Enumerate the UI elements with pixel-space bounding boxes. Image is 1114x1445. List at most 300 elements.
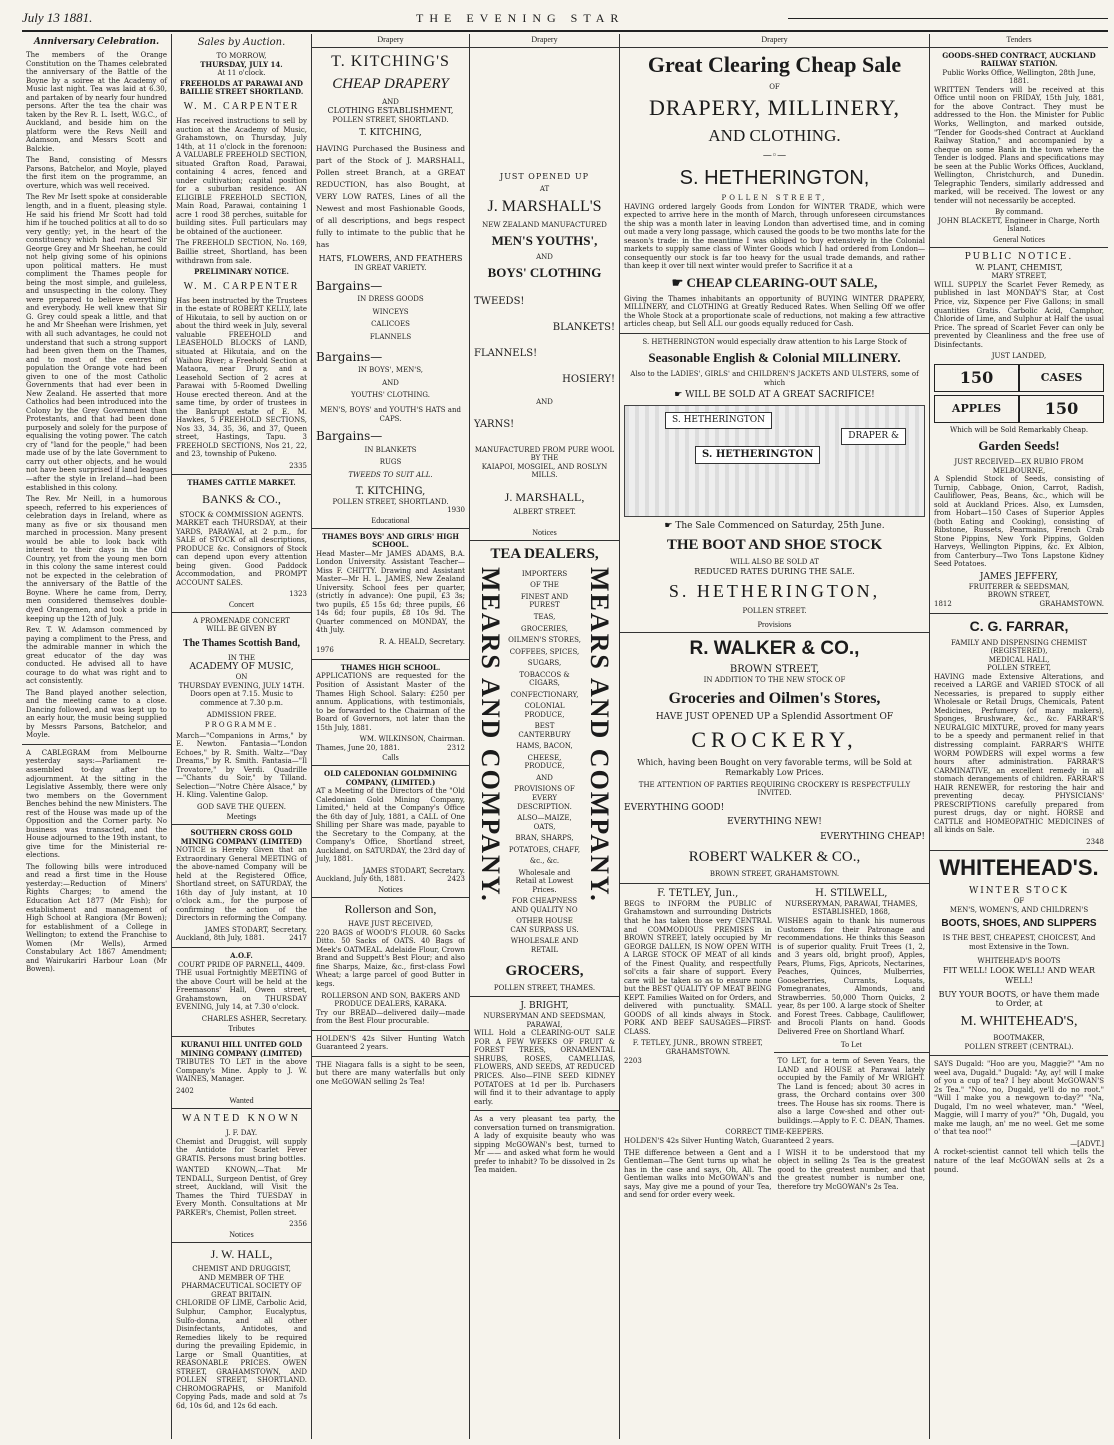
farrar-body: HAVING made Extensive Alterations, and received a LARGE and VARIED STOCK of all Necessaries, is prepared to supply either Wholesale or Retail Drugs, Chemicals, Patent Medicines, Perfumery (of many makers), Sponges, Brushware, &c., &c. FARRAR'S NEURALGIC MIXTURE, proved for many years to be a speedy and permanent relief in that distressing complaint. FARRAR'S WHITE WORM POWDERS will expel worms a few hours after administration. FARRAR'S CARMINATIVE, an excellent remedy in all stomach derangements of children. FARRAR'S HAIR RENEWER, for restoring the hair and preventing decay. PHYSICIANS' PRESCRIPTIONS carefully prepared from purest drugs, day or night. HORSE and CATTLE and HOMEOPATHIC MEDICINES of all kinds on Sale. <box>934 672 1104 835</box>
section-general-notices: General Notices <box>930 234 1108 248</box>
calls-signature: JAMES STODART, Secretary. <box>362 866 465 875</box>
kitching-variety: IN GREAT VARIETY. <box>354 264 427 273</box>
tea-item: WHOLESALE AND RETAIL <box>510 937 579 954</box>
aof-heading: A.O.F. <box>230 951 253 960</box>
masthead-rule <box>788 18 1108 19</box>
store-sign: S. HETHERINGTON <box>665 412 772 429</box>
tetley-stilwell <box>624 888 925 1129</box>
divider <box>22 744 171 745</box>
section-wanted: Wanted <box>172 1095 311 1109</box>
auction-body: Has received instructions to sell by auction at the Academy of Music, Grahamstown, on Thursday, July 14th, at 11 o'clock in the forenoon: A VALUABLE FREEHOLD SECTION, situated Grafton Road, Parawai, containing 4 acres, fenced and under cultivation; capital position for a suburban residence. AN ELIGIBLE FREEHOLD SECTION, Main Road, Parawai, containing 1 acre 1 rood 38 perches, suitable for building sites. Full particulars may be obtained of the auctioneer. <box>176 117 307 236</box>
grocers-address: POLLEN STREET, THAMES. <box>493 983 596 992</box>
sale-headline: Great Clearing Cheap Sale <box>647 51 902 77</box>
calls-date: Auckland, July 6th, 1881. <box>316 875 406 884</box>
rollerson-bread: Try our BREAD—delivered daily—made from the Best Flour procurable. <box>316 1008 465 1026</box>
cheap-clearing <box>624 275 925 291</box>
storefront-illustration <box>624 405 925 517</box>
jeffery-name: JAMES JEFFERY, <box>979 571 1059 582</box>
bargain-item: RUGS <box>379 458 402 467</box>
sale-clothing: AND CLOTHING. <box>708 125 841 145</box>
tea-items <box>508 567 581 958</box>
meeting-body: NOTICE is Hereby Given that an Extraordinary General MEETING of the above-named Company will be held at the Registered Office, Shortland street, on SATURDAY, the 16th day of July instant, at 10 o'clock a.m., for the purpose of confirming the action of the Directors in reforming the Company. <box>176 846 307 923</box>
aof-signature: CHARLES ASHER, Secretary. <box>201 1014 307 1023</box>
hall-sub-2: AND MEMBER OF THE PHARMACEUTICAL SOCIETY OF GREAT BRITAIN. <box>181 1273 302 1299</box>
news-para: The Rev. Mr Neill, in a humorous speech, referred to his experiences of celebration days in Ireland, where as many as five or six thousand men marched in procession. Many present would be able to look back with interest to their days in the Old Country, yet from the young men born in this colony the same interest could not be expected in the celebration of the anniversary of the Battle of the Boyne. Where he came from, Derry, men considered themselves double-dyed Orangemen, and took a pride in keeping up the 12th of July. <box>26 495 167 623</box>
ad-number: 1812 <box>934 600 952 609</box>
divider <box>470 996 619 997</box>
marshall-item: YARNS! <box>474 418 515 430</box>
tetley-body: BEGS to INFORM the PUBLIC of Grahamstown and surrounding Districts that he has taken those very CENTRAL and COMMODIOUS PREMISES in BROWN STREET, lately occupied by Mr GEORGE DALLEN, IS NOW OPEN WITH A LARGE STOCK OF MEAT of all kinds of the Finest Quality, and respectfully sol'cits a fair share of support. Every care will be taken so as to ensure none but the BEST QUALITY OF MEAT BEING KEPT. Families Waited on for Orders, and delivered with punctuality. SMALL GOODS of all kinds always in Stock. PORK AND BEEF SAUSAGES—FIRST-CLASS. <box>624 899 772 1036</box>
tender-command: By command. <box>994 208 1044 217</box>
meeting-date-text: Auckland, 8th July, 1881. <box>176 934 265 943</box>
news-para: The following bills were introduced and read a first time in the House yesterday:—Reduction of Miners' Rights Charges; to amend the Education Act 1877 (Mr Fish); for establishment and management of High School at Rangiora (Mr Bowen); for establishment of a College in Wellington; to extend the Franchise to Women (Mr Wells), Armed Constabulary Act 1867 Amendment; and Wairukariri Harbour Loan (Mr Bowen). <box>26 862 167 974</box>
section-meetings: Meetings <box>172 811 311 825</box>
auction-note: The FREEHOLD SECTION, No. 169, Baillie street, Shortland, has been withdrawn from sale. <box>176 239 307 265</box>
tea-item: OF THE <box>530 581 559 590</box>
divider <box>172 474 311 475</box>
prelim-body: Has been instructed by the Trustees in the estate of ROBERT KELLY, late of Hikutaia, to sell by auction on or about the third week in July, several valuable FREEHOLD and LEASEHOLD BLOCKS of LAND, situated at Hikutaia, and on the Waihou River; a Freehold Section at Mataora, near Drury, and a Leasehold Section of 2 acres at Parawai with 5-Roomed Dwelling House erected thereon. And at the same time, by order of trustees in the Bankrupt estate of E. M. Hawkes, 5 FREEHOLD SECTIONS, Nos 33, 34, 35, 36, and 37, Queen street, Hastings, Tapu. 3 FREEHOLD SECTIONS, Nos 21, 22, and 23, township of Pukeno. <box>176 296 307 459</box>
cattle-heading: THAMES CATTLE MARKET. <box>187 478 296 488</box>
section-provisions: Provisions <box>620 619 929 633</box>
apples-box-row-2 <box>934 395 1104 423</box>
also-ladies: Also to the LADIES', GIRLS' and CHILDREN'S JACKETS AND ULSTERS, some of which <box>630 370 919 387</box>
farrar-sub: FAMILY AND DISPENSING CHEMIST (REGISTERED), <box>951 638 1087 656</box>
seeds-received: JUST RECEIVED—EX RUBIO FROM MELBOURNE, <box>954 458 1084 475</box>
aof-court: COURT PRIDE OF PARNELL, 4409. <box>178 960 305 969</box>
banks-body: MARKET each THURSDAY, at their YARDS, PARAWAI, at 2 p.m., for SALE of STOCK of all descriptions, PRODUCE &c. Consignors of Stock can depend upon every attention being given. Good Paddock Accommodation, and PROMPT ACCOUNT SALES. <box>176 519 307 587</box>
section-educational: Educational <box>312 515 469 529</box>
kitching-address: POLLEN STREET, SHORTLAND. <box>332 115 449 124</box>
edu-body: Head Master—Mr JAMES ADAMS, B.A. London University. Assistant Teacher—Miss F. CHITTY. Drawing and Assistant Master—Mr H. L. JAMES, New Zealand University. School fees per quarter, (strictly in advance): One pupil, £3 3s; two pupils, £5 15s 6d; three pupils, £6 14s 6d; four pupils, £8 10s 9d. The Quarter commenced on MONDAY, the 4th July. <box>316 549 465 635</box>
bargains-1-items <box>316 293 465 343</box>
plant-address: MARY STREET, <box>991 272 1047 281</box>
hand-pointer-icon: ☛ <box>671 274 687 290</box>
marshall-item: AND <box>536 398 553 407</box>
meeting-date <box>176 934 307 943</box>
masthead <box>22 8 1108 32</box>
whitehead-boots: WHITEHEAD'S BOOTS <box>977 957 1061 966</box>
kitching-name: T. KITCHING, <box>359 128 422 139</box>
news-para: The Rev Mr Isett spoke at considerable length, and in a fluent, pleasing style. He said his friend Mr Scott had told him if he touched politics at all to do so very gently; yet, in the heart of the constituency which had returned Sir George Grey and Mr Sheehan, he could not help giving some of his opinions upon political matters. He must compliment the Thames people for being the most simple, and guileless, and unsuspecting in the colony. They were prepared to believe everything and everybody. He well knew that Sir G. Grey could speak a little, and that he and Mr Sheehan were Irishmen, yet with all such advantages, he could not understand that such a strong support had been given them on the Thames, and to most of the centres of population the Orange vote had been given to one of the most Catholic Governments that had ever been in New Zealand. He asserted that more Catholics had been introduced into the Colony by the Grey Government than Protestants, and that had been done purposely and solely for the purpose of equalising the voting power. The catch cry of "land for the people," had been made use of by the late Government to carry out other objects, and he would not have been surprised if land leagues—after the style in Ireland—had been established in this colony. <box>26 193 167 492</box>
marshall-and: AND <box>536 252 553 261</box>
rollerson-body: 220 BAGS of WOOD'S FLOUR. 60 Sacks Ditto. 50 Sacks of OATS. 40 Bags of Meek's OATMEAL. Adelaide Flour, Crown Brand and Suppett's Best Flour; and also fine Sharps, Maize, &c., first-class Fowl Wheat; a large parcel of good Butter in kegs. <box>316 928 465 988</box>
holden-ad: HOLDEN'S 42s Silver Hunting Watch, Guaranteed 2 years. <box>624 1136 835 1145</box>
tea-item: HAMS, BACON, <box>516 742 573 751</box>
edu-signature: R. A. HEALD, Secretary. <box>379 637 465 646</box>
hall-sub: CHEMIST AND DRUGGIST, <box>192 1265 291 1274</box>
marshall-address: ALBERT STREET. <box>513 508 576 517</box>
winter-of: OF <box>1013 897 1025 906</box>
tea-item: Wholesale and Retail at Lowest Prices. <box>515 868 574 894</box>
sale-commenced <box>624 521 925 532</box>
walker-address: BROWN STREET, <box>729 664 820 676</box>
ad-number: 2312 <box>447 743 465 752</box>
farrar-address: POLLEN STREET, <box>986 664 1052 673</box>
section-notices: Notices <box>312 884 469 898</box>
tea-item: TOBACCOS & CIGARS, <box>519 670 570 688</box>
bargain-item: TWEEDS TO SUIT ALL. <box>348 470 433 479</box>
concert-date: THURSDAY EVENING, JULY 14TH. <box>178 681 305 690</box>
apples-cheap: Which will be Sold Remarkably Cheap. <box>949 425 1089 434</box>
bargains-2-items <box>316 364 465 402</box>
concert-on: ON <box>235 673 248 682</box>
hetherington-name-2: S. HETHERINGTON, <box>668 580 881 601</box>
rollerson-name: Rollerson and Son, <box>344 901 437 916</box>
niagara-ad: THE Niagara falls is a sight to be seen, but there are many waterfalls but only one McGOWAN selling 2s Tea! <box>316 1060 465 1086</box>
auctioneer-name: W. M. CARPENTER <box>183 100 300 112</box>
hetherington-address: POLLEN STREET, <box>721 194 828 203</box>
kitching-name-2: T. KITCHING, <box>355 485 426 497</box>
stilwell-body: WISHES again to thank his numerous Customers for their Patronage and recommendations. He thinks this Season is of superior quality. Fruit Trees (1, 2, and 3 years old, bright proof), Apples, Pears, Plums, Figs, Apricots, Nectarines, Peaches, Quinces, Mulberries, Gooseberries, Currants, Loquats, Pomegranates, Almonds, and Strawberries. 50,000 Thorn Quicks, 2 year, 8s per 100. A large stock of Shelter and Forest Trees. Cabbage, Cauliflower, and Brocoli Plants on hand. Goods Delivered Free on Shortland Wharf. <box>777 917 925 1036</box>
ad-number: 2335 <box>289 461 307 470</box>
jeffery-address: BROWN STREET, <box>987 591 1051 600</box>
winter-body: MEN'S, WOMEN'S, AND CHILDREN'S <box>949 905 1089 914</box>
kitching-and: AND <box>382 97 399 106</box>
attention: S. HETHERINGTON would especially draw attention to his Large Stock of <box>642 337 907 346</box>
correct-timekeepers: CORRECT TIME-KEEPERS. <box>725 1128 824 1137</box>
marshall-mills: KAIAPOI, MOSGIEL, AND ROSLYN MILLS. <box>481 462 608 480</box>
auctioneer-name: W. M. CARPENTER <box>183 280 300 292</box>
tea-notes <box>624 1149 925 1203</box>
cheap-clearing-text: CHEAP CLEARING-OUT SALE, <box>686 274 878 290</box>
bright-body: WILL Hold a CLEARING-OUT SALE FOR A FEW WEEKS OF FRUIT & FOREST TREES, ORNAMENTAL SHRUBS, ROSES, CAMELLIAS, FLOWERS, AND SEEDS, AT REDUCED PRICES. Also—FINE SEED KIDNEY POTATOES at 1d per lb. Purchasers will find it to their advantage to apply early. <box>474 1029 615 1106</box>
column-tenders <box>930 34 1108 1439</box>
hs-body: APPLICATIONS are requested for the Position of Assistant Master of the Thames High School. Salary: £250 per annum. Applications, with testimonials, to be forwarded to the Chairman of the Board of Governors, not later than the 15th July, 1881. <box>316 672 465 732</box>
ad-number: 2417 <box>289 934 307 943</box>
marshall-boys: BOYS' CLOTHING <box>487 265 602 281</box>
tetley-ad <box>624 888 772 1129</box>
tea-item: OILMEN'S STORES, <box>508 636 581 645</box>
section-notices: Notices <box>172 1229 311 1243</box>
tea-item: AND <box>536 773 553 782</box>
rocket-note: A rocket-scientist cannot tell which tells the nature of the leaf McGOWAN sells at 2s a pound. <box>934 1148 1104 1174</box>
column-kitching <box>312 34 470 1439</box>
marshall-items <box>474 289 615 437</box>
concert-doors: Doors open at 7.15. Music to commence at 7.30 p.m. <box>190 690 293 707</box>
sale-of: OF <box>769 82 780 91</box>
stilwell-ad <box>778 888 926 1129</box>
kitching-body: HAVING Purchased the Business and part of the Stock of J. MARSHALL, Pollen street Branch, at a GREAT REDUCTION, has also Bought, at VERY LOW RATES, Lines of all the Newest and most Fashionable Goods, of all descriptions, and begs respect fully to intimate to the public that he has <box>316 144 465 250</box>
kitching-mens: MEN'S, BOYS' and YOUTH'S HATS and CAPS. <box>320 406 461 423</box>
section-drapery: Drapery <box>620 34 929 48</box>
wanted-heading: WANTED KNOWN <box>181 1112 302 1124</box>
auction-date: THURSDAY, JULY 14. <box>200 59 283 69</box>
walker-name-2: ROBERT WALKER & CO., <box>688 848 861 865</box>
newspaper-title: THE EVENING STAR <box>416 10 625 25</box>
holden-ad: HOLDEN'S 42s Silver Hunting Watch Guaranteed 2 years. <box>316 1034 465 1052</box>
tea-item: BRAN, SHARPS, <box>515 834 574 843</box>
apples-label: APPLES <box>934 395 1019 423</box>
bargain-item: YOUTHS' CLOTHING. <box>351 391 430 400</box>
walker-name: R. WALKER & CO., <box>689 638 860 659</box>
tea-item: COFFEES, SPICES, <box>509 647 580 656</box>
news-para: Rev. T. W. Adamson commenced by paying a compliment to the Press, and the admirable manner in which the great educator of the day was conducted. He advised all to have courage to do what was right and to act consistently. <box>26 626 167 686</box>
divider <box>620 883 929 884</box>
tribute-heading: KURANUI HILL UNITED GOLD MINING COMPANY (LIMITED) <box>180 1040 303 1058</box>
winter-stock: WINTER STOCK <box>968 886 1070 897</box>
news-para: The Band played another selection, and the meeting came to a close. Dancing followed, and was kept up to an early hour, the music being supplied by Messrs Parsons, Batchelor, and Moyle. <box>26 688 167 740</box>
section-to-let: To Let <box>774 1039 930 1053</box>
bright-sub: NURSERYMAN AND SEEDSMAN, PARAWAI, <box>483 1012 606 1029</box>
hall-name: J. W. HALL, <box>210 1246 273 1261</box>
bargains-3: Bargains— <box>316 429 383 444</box>
tender-heading: GOODS-SHED CONTRACT, AUCKLAND RAILWAY STATION. <box>942 50 1096 69</box>
divider <box>470 1110 619 1111</box>
stilwell-name: H. STILWELL, <box>815 887 888 899</box>
ad-number: 2356 <box>289 1220 307 1229</box>
ad-number: 1323 <box>289 590 307 599</box>
apples-cases: CASES <box>1019 364 1104 392</box>
marshall-manuf: MANUFACTURED FROM PURE WOOL BY THE <box>474 445 615 463</box>
wanted-body-2: WANTED KNOWN,—That Mr TENDALL, Surgeon Dentist, of Grey street, Auckland, will Visit the Thames the Third TUESDAY in Every Month. Consultations at Mr PARKER's, Chemist, Pollen street. <box>176 1166 307 1217</box>
auction-time: At 11 o'clock. <box>217 69 266 78</box>
marshall-mens: MEN'S YOUTHS', <box>491 233 598 249</box>
groceries: Groceries and Oilmen's Stores, <box>668 689 881 707</box>
buy-boots: BUY YOUR BOOTS, or have them made to Order, at <box>938 989 1100 1009</box>
divider <box>930 1055 1108 1056</box>
store-sign-draper: DRAPER & <box>841 428 906 445</box>
marshall-item: TWEEDS! <box>474 296 525 308</box>
stilwell-sub: NURSERYMAN, PARAWAI, THAMES, ESTABLISHED, 1868, <box>785 899 918 917</box>
marshall-signature: J. MARSHALL, <box>504 489 585 504</box>
column-hetherington <box>620 34 930 1439</box>
section-tenders: Tenders <box>930 34 1108 48</box>
kitching-clothing: CLOTHING ESTABLISHMENT, <box>327 106 454 116</box>
bargain-item: FLANNELS <box>369 333 412 342</box>
tea-item: FOR CHEAPNESS AND QUALITY NO <box>511 897 578 914</box>
whitehead-name: M. WHITEHEAD'S, <box>960 1014 1078 1030</box>
hs-date-row <box>316 744 465 753</box>
kitching-address-2: POLLEN STREET, SHORTLAND. <box>332 497 449 506</box>
tea-note: As a very pleasant tea party, the conversation turned on transmigration. A lady of exquisite beauty who was sipping McGOWAN's best, turned to Mr —— and asked what form he would prefer to inhabit? To be dissolved in 2s Tea maiden. <box>474 1115 615 1175</box>
ad-number: 2423 <box>447 875 465 884</box>
column-marshall <box>470 34 620 1439</box>
hs-signature: WM. WILKINSON, Chairman. <box>359 735 465 744</box>
edu-heading: THAMES BOYS' AND GIRLS' HIGH SCHOOL. <box>321 531 460 550</box>
ad-number: 2203 <box>624 1056 642 1065</box>
tea-item: ALSO—MAIZE, OATS, <box>517 814 572 831</box>
section-drapery: Drapery <box>470 34 619 48</box>
marshall-nz: NEW ZEALAND MANUFACTURED <box>482 220 607 229</box>
have-opened: HAVE JUST OPENED UP a Splendid Assortment OF <box>655 712 894 723</box>
boot-stock-3: REDUCED RATES DURING THE SALE. <box>694 567 855 577</box>
bargain-item: CALICOES <box>371 320 410 329</box>
bargain-item: IN DRESS GOODS <box>357 295 424 304</box>
mears-vertical-left: MEARS AND COMPANY. <box>476 566 505 903</box>
hall-body: CHLORIDE OF LIME, Carbolic Acid, Sulphur, Camphor, Eucalyptus, Sulfo-donna, and all other Disinfectants, Antidotes, and Remedies likely to be required during the prevailing Epidemic, in Large or Small Quantities, at REASONABLE PRICES. OWEN STREET, GRAHAMSTOWN, AND POLLEN STREET, SHORTLAND. CHROMOGRAPHS, or Manifold Copying Pads, made and sold at 7s 6d, 10s 6d, and 12s 6d each. <box>176 1299 307 1410</box>
everything-lines <box>624 801 925 844</box>
just-landed: JUST LANDED, <box>991 352 1047 361</box>
farrar-hall: MEDICAL HALL, <box>988 655 1050 664</box>
marshall-just: JUST OPENED UP <box>499 171 589 181</box>
tea-item: &c., &c. <box>529 857 560 866</box>
spacer <box>474 52 615 172</box>
ad-number: 2402 <box>176 1086 194 1095</box>
auction-tomorrow: TO MORROW, <box>216 52 267 61</box>
wanted-name: J. F. DAY. <box>225 1129 258 1138</box>
tea-item: TEAS, <box>533 612 556 621</box>
divider <box>620 333 929 334</box>
concert-in: IN THE <box>228 653 255 662</box>
gent-note: THE difference between a Gent and a Gentleman—The Gent turns up what he has in the case and says, Oh, All. The Gentleman walks into McGOWAN's and says, May give me a pound of your Tea, and send for order every week. <box>624 1148 772 1200</box>
aof-body: THE usual Fortnightly MEETING of the above Court will be held at the Freemasons' Hall, Owen street, Grahamstown, on THURSDAY EVENING, July 14, at 7.30 o'clock. <box>176 969 307 1012</box>
apples-count: 150 <box>934 364 1019 392</box>
kitching-title: T. KITCHING'S <box>331 52 450 70</box>
programme-heading: PROGRAMME. <box>204 721 279 730</box>
sale-drapery: DRAPERY, MILLINERY, <box>648 95 901 121</box>
crockery-bought: Which, having been Bought on very favorable terms, will be Sold at Remarkably Low Prices. <box>637 758 912 777</box>
sale-commenced-text: The Sale Commenced on Saturday, 25th June. <box>675 521 885 532</box>
tea-item: POTATOES, CHAFF, <box>508 845 581 854</box>
bootmaker: BOOTMAKER, <box>993 1034 1045 1043</box>
bright-name: J. BRIGHT, <box>520 1001 569 1012</box>
hs-heading: THAMES HIGH SCHOOL. <box>340 662 441 672</box>
bargains-1: Bargains— <box>316 278 383 293</box>
dugald-story: SAYS Dugald: "Hoo are you, Maggie?" "Am no weel ava, Dugald." Dugald: "Ay, ay! will I make of you a cup of tea? I hey about McGOWAN'S 2s Tea." "Noo, no, Dugald, ye'll do no root." "Will I make you a newgown to-day?" "Na, Dugald, I'm no weel whatever, man." "Weel, Maggie, will I marry of you?" "Oh, Dugald, you make me laugh, an' me no weel. Get me some o' that tea noo!" <box>934 1060 1104 1137</box>
seasonable-millinery: Seasonable English & Colonial MILLINERY. <box>648 350 901 366</box>
public-notice: PUBLIC NOTICE. <box>964 251 1074 262</box>
everything-new: EVERYTHING NEW! <box>727 817 822 828</box>
concert-h2: WILL BE GIVEN BY <box>206 625 277 634</box>
divider <box>172 947 311 948</box>
everything-good: EVERYTHING GOOD! <box>624 802 725 813</box>
tolet-body: TO LET, for a term of Seven Years, the LAND and HOUSE at Parawai lately occupied by the Family of Mr WRIGHT. The Land is fenced; about 30 acres in grass, the Orchard contains over 300 trees. The House has six rooms. There is also a large Cow-shed and other out-buildings.—Apply to F. C. DEAN, Thames. <box>777 1057 925 1125</box>
tea-item: FINEST AND PUREST <box>520 592 569 610</box>
bargain-item: WINCEYS <box>372 307 409 316</box>
tea-item: COLONIAL PRODUCE, <box>524 702 565 719</box>
bargain-item: AND <box>382 378 399 387</box>
divider <box>312 659 469 660</box>
walker-address-2: BROWN STREET, GRAHAMSTOWN. <box>709 870 840 879</box>
anniversary-title: Anniversary Celebration. <box>33 37 160 47</box>
tea-item: GROCERIES, <box>521 624 568 633</box>
concert-h1: A PROMENADE CONCERT <box>193 616 290 625</box>
ad-number: 1930 <box>447 506 465 515</box>
crockery: CROCKERY, <box>691 727 858 753</box>
fit-well: FIT WELL! LOOK WELL! AND WEAR WELL! <box>942 966 1096 985</box>
news-para: A CABLEGRAM from Melbourne yesterday says:—Parliament re-assembled to-day after the adjournment. At the sitting in the Legislative Assembly, there were only two members on the Government Benches behind the new Ministers. The rest of the House was made up of the Opposition and the Corner party. No business was transacted, and the House adjourned to the 19th instant, to give time for the Ministerial re-elections. <box>26 748 167 860</box>
seeds-body: A Splendid Stock of Seeds, consisting of Turnip, Cabbage, Onion, Carrot, Radish, Cauliflower, Peas, Beans, &c., which will be sold at Auckland Prices. Also, ex Lumsden, from Hobart—150 Cases of Superior Apples (both Eating and Cooking), consisting of Ribstone, Russets, Pearmains, French Crab Stone Pippins, New York Pippins, Golden Harveys, Wellington Pippins, &c. Ex Albion, from Canterbury—Two Tons Lapstone Kidney Seed Potatoes. <box>934 475 1104 569</box>
hetherington-name: S. HETHERINGTON, <box>679 166 870 189</box>
section-tributes: Tributes <box>172 1023 311 1037</box>
bargains-2: Bargains— <box>316 349 383 364</box>
news-para: The members of the Orange Constitution on the Thames celebrated the anniversary of the Battle of the Boyne by a soiree at the Academy of Music last night. Tea was laid at 6.30, and partaken of by nearly four hundred persons. After the tea the chair was taken by the Rev R. L. Isett, W.G.C., of Auckland, and beside him on the platform were the Revs Neill and Adamson, and Messrs Scott and Balckie. <box>26 50 167 153</box>
section-concert: Concert <box>172 599 311 613</box>
tea-item: SUGARS, <box>527 659 562 668</box>
advt-mark: —[ADVT.] <box>1070 1139 1104 1148</box>
crockery-attention: THE ATTENTION OF PARTIES REQUIRING CROCKERY IS RESPECTFULLY INVITED. <box>638 780 911 798</box>
boot-stock: THE BOOT AND SHOE STOCK <box>666 537 883 554</box>
tea-item: BEST CANTERBURY <box>518 722 571 739</box>
sacrifice-text: WILL BE SOLD AT A GREAT SACRIFICE! <box>685 390 875 401</box>
rollerson-sub: HAVE JUST RECEIVED, <box>348 920 433 929</box>
jeffery-town: GRAHAMSTOWN. <box>1039 600 1104 609</box>
grocers: GROCERS, <box>505 962 584 979</box>
walker-in: IN ADDITION TO THE NEW STOCK OF <box>703 676 846 685</box>
tea-item: IMPORTERS <box>521 569 568 578</box>
prelim-heading: PRELIMINARY NOTICE. <box>194 267 289 277</box>
wish-note: I WISH it to be understood that my object in selling 2s Tea is the greatest good to the greatest number, and that the greatest number is number one, therefore try McGOWAN's 2s Tea. <box>777 1148 925 1191</box>
marshall-at: AT <box>539 184 550 193</box>
divider <box>312 1056 469 1057</box>
hetherington-address-2: POLLEN STREET. <box>742 606 807 615</box>
tetley-name: F. TETLEY, Jun., <box>657 887 739 899</box>
marshall-item: HOSIERY! <box>562 374 615 386</box>
hetherington-body: HAVING ordered largely Goods from London for WINTER TRADE, which were expected to arrive here in the month of March, through unforeseen circumstances the ship was a month later in leaving London than advertised time, and in coming out made a very long passage, which caused the goods to be two months late for the season's trade: in the meantime I was obliged to buy extensively in the Colonial markets to supply same class of Winter Goods which I had ordered from London—consequently our stock is far too heavy for the usual trade demands, and rather than keep it over till next winter would prefer to Sacrifice it at a <box>624 202 925 271</box>
ornament: —◦— <box>762 150 787 161</box>
calls-heading: OLD CALEDONIAN GOLDMINING COMPANY, (LIMITED.) <box>323 769 458 787</box>
whitehead-best: IS THE BEST, CHEAPEST, CHOICEST, And most Extensive in the Town. <box>942 934 1096 951</box>
whitehead-address: POLLEN STREET (CENTRAL). <box>964 1042 1074 1051</box>
column-auctions <box>172 34 312 1439</box>
section-calls: Calls <box>312 752 469 766</box>
ad-number: 1976 <box>316 646 334 655</box>
divider <box>312 1030 469 1031</box>
calls-date-row <box>316 875 465 884</box>
kitching-title-2: CHEAP DRAPERY <box>332 76 449 93</box>
store-sign-main: S. HETHERINGTON <box>695 446 820 464</box>
garden-seeds: Garden Seeds! <box>978 438 1060 454</box>
column-news <box>22 34 172 1439</box>
bargain-item: IN BLANKETS <box>364 445 417 454</box>
kitching-hats: HATS, FLOWERS, AND FEATHERS <box>318 254 463 264</box>
marshall-item: FLANNELS! <box>474 348 538 360</box>
tender-signature: JOHN BLACKETT, Engineer in Charge, North Island. <box>938 216 1100 234</box>
tender-office: Public Works Office, Wellington, 28th June, 1881. <box>942 68 1096 86</box>
programme-body: March—"Companions in Arms," by E. Newton. Fantasia—"London Echoes," by R. Smith. Waltz—"Day Dreams," by R. Smith. Fantasia—"Il Trovatore," by Verdi. Quadrille—"Chants du Soir," by Tilland. Selection—"Notre Chère Alsace," by H. Kling. Valentine Galop. <box>176 731 307 800</box>
wanted-body: Chemist and Druggist, will supply the Antidote for Scarlet Fever GRATIS. Persons must bring bottles. <box>176 1137 307 1163</box>
marshall-item: BLANKETS! <box>552 322 615 334</box>
concert-admission: ADMISSION FREE. <box>206 710 277 719</box>
mears-vertical-right: MEARS AND COMPANY. <box>585 566 614 903</box>
tetley-signature: F. TETLEY, JUNR., BROWN STREET, GRAHAMSTOWN. <box>632 1039 763 1056</box>
farrar-name: C. G. FARRAR, <box>969 617 1069 634</box>
rollerson-address: ROLLERSON AND SON, BAKERS AND PRODUCE DEALERS, KARAKA. <box>321 991 460 1009</box>
plant-body: WILL SUPPLY the Scarlet Fever Remedy, as published in last MONDAY'S Star, at Cost Price, viz, Sixpence per Five Gallons; in small quantities Gratis. Carbolic Acid, Camphor, Chloride of Lime, and Sulphur at Half the usual Price. The spread of Scarlet Fever can only be prevented by Cleanliness and the free use of Disinfectants. <box>934 280 1104 349</box>
concert-band: The Thames Scottish Band, <box>182 637 301 649</box>
tea-item: OTHER HOUSE CAN SURPASS US. <box>510 917 579 934</box>
auction-freeholds: FREEHOLDS AT PARAWAI AND BAILLIE STREET SHORTLAND. <box>179 78 304 97</box>
hand-pointer-icon: ☛ <box>664 521 676 532</box>
bargains-3-items <box>316 444 465 482</box>
divider <box>930 850 1108 851</box>
boots-shoes: BOOTS, SHOES, AND SLIPPERS <box>941 918 1097 930</box>
section-notices: Notices <box>470 527 619 541</box>
ad-number: 2348 <box>1086 837 1104 846</box>
marshall-name: J. MARSHALL'S <box>487 198 602 216</box>
hs-date: Thames, June 20, 1881. <box>316 743 400 752</box>
auction-heading: Sales by Auction. <box>197 37 286 48</box>
god-save-queen: GOD SAVE THE QUEEN. <box>197 802 286 811</box>
tea-item: PROVISIONS OF EVERY DESCRIPTION. <box>514 785 575 811</box>
bargain-item: IN BOYS', MEN'S, <box>357 366 424 375</box>
tea-item: CONFECTIONARY, <box>510 690 579 699</box>
meeting-signature: JAMES STODART, Secretary. <box>204 925 307 934</box>
everything-cheap: EVERYTHING CHEAP! <box>820 831 925 842</box>
tea-item: CHEESE, PRODUCE, <box>524 753 565 771</box>
meeting-heading: SOUTHERN CROSS GOLD MINING COMPANY (LIMITED) <box>180 828 303 846</box>
apples-count-2: 150 <box>1019 395 1104 423</box>
tribute-body: TRIBUTES TO LET in the above Company's Mine. Apply to J. W. WAINES, Manager. <box>176 1058 307 1084</box>
apples-box-row <box>934 364 1104 392</box>
hand-pointer-icon: ☛ <box>674 390 686 401</box>
plant-name: W. PLANT, CHEMIST, <box>975 262 1063 272</box>
jeffery-sub: FRUITERER & SEEDSMAN, <box>968 582 1070 591</box>
banks-sub: STOCK & COMMISSION AGENTS. <box>179 510 304 519</box>
issue-date: July 13 1881. <box>22 10 93 25</box>
jeffery-row <box>934 600 1104 609</box>
whitehead-title: WHITEHEAD'S. <box>939 855 1099 881</box>
